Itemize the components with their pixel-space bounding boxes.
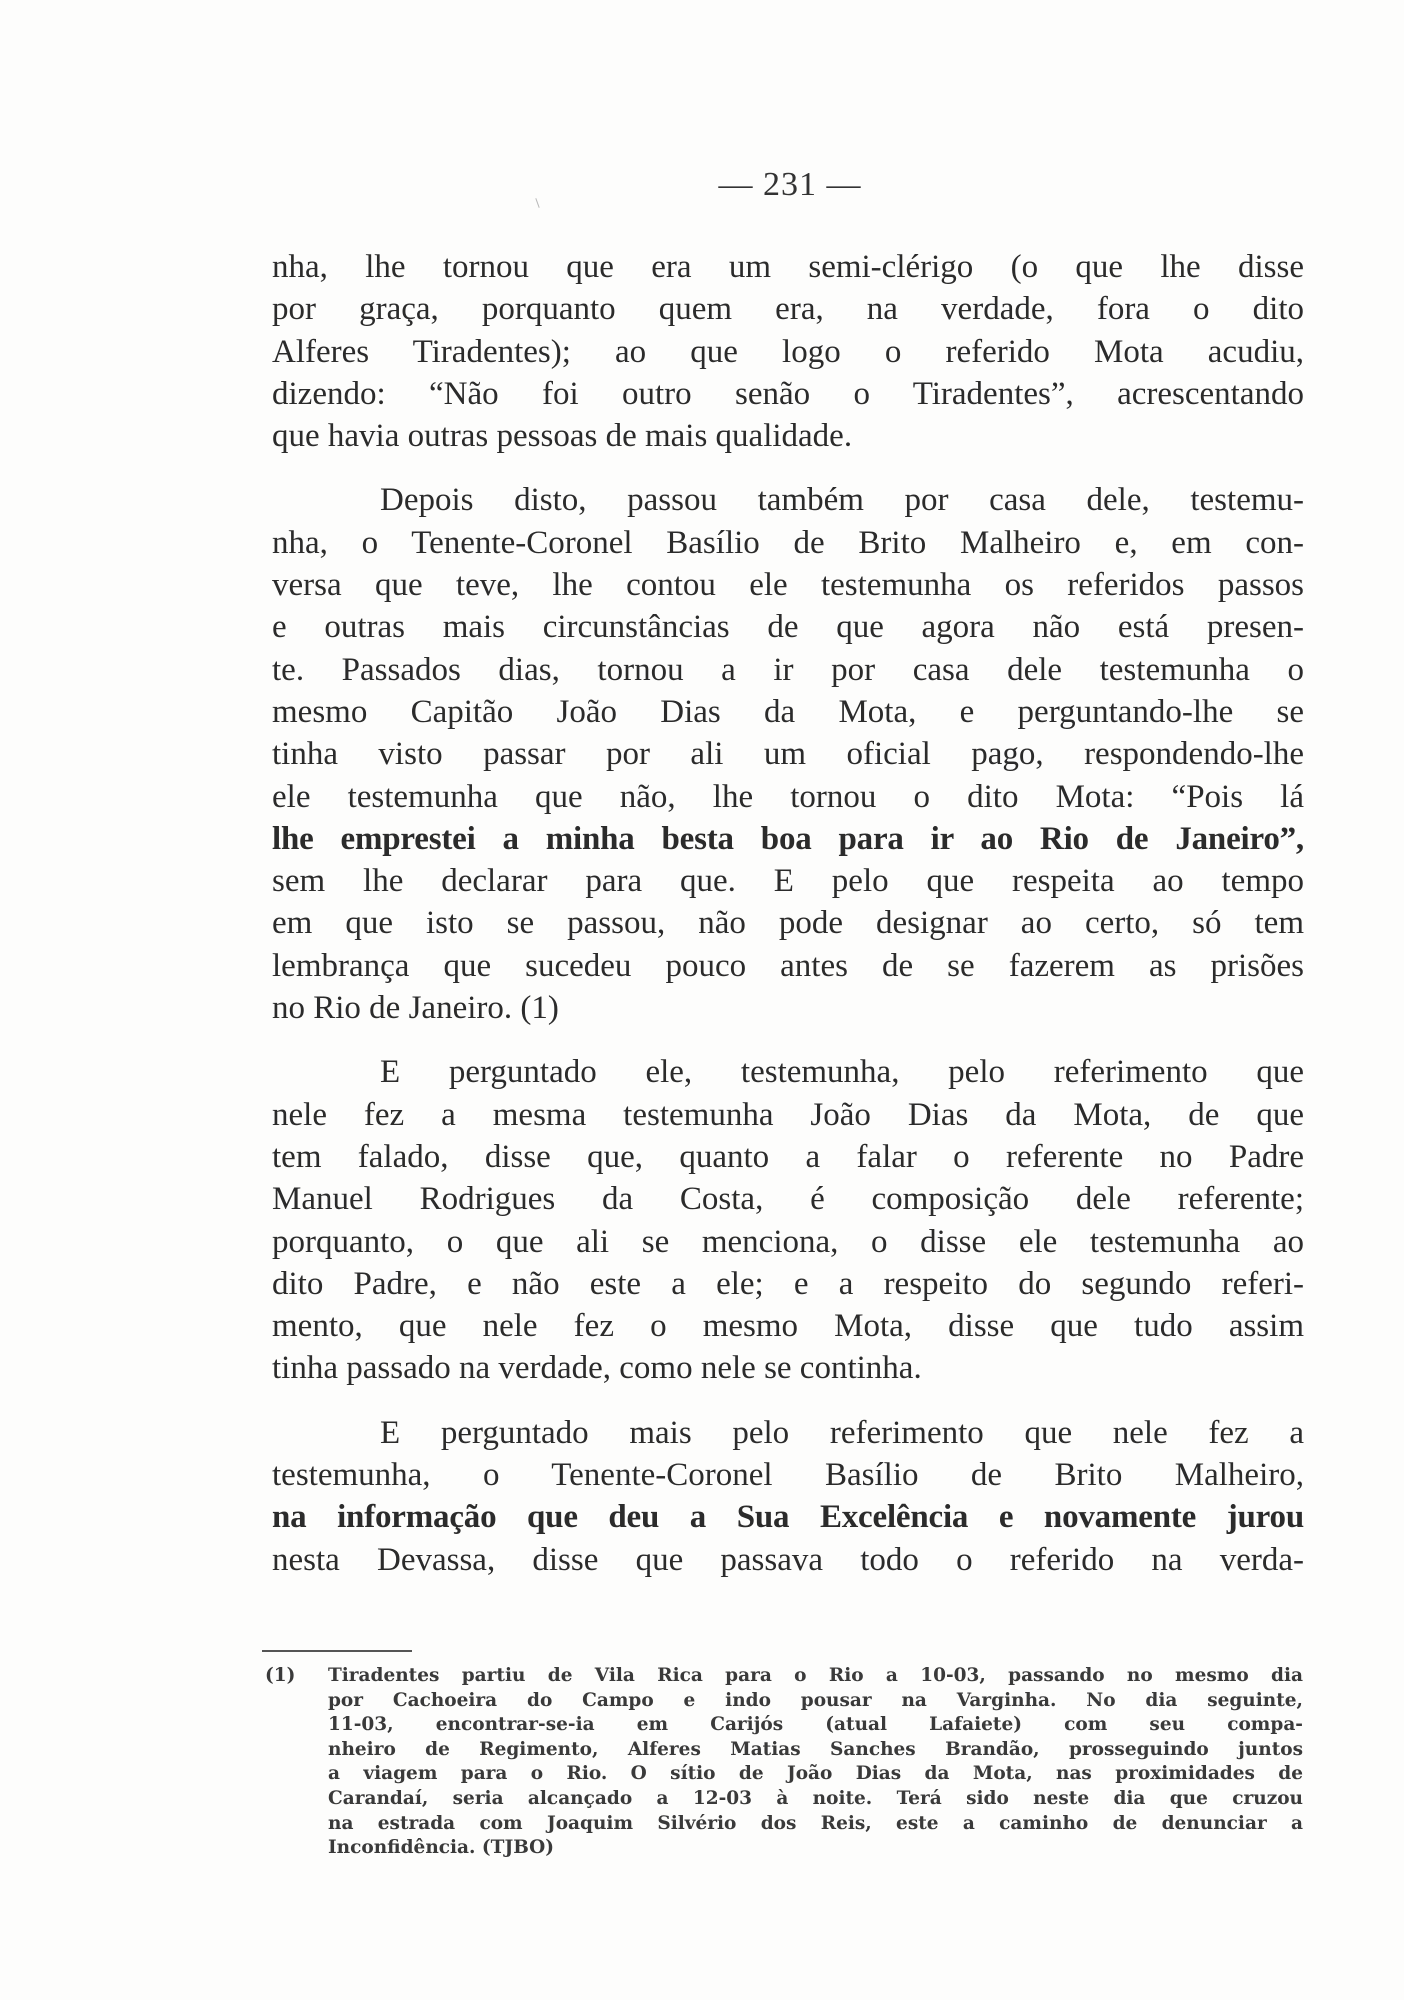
paragraph xyxy=(272,246,1304,457)
text-line: mesmo Capitão João Dias da Mota, e perguntando-lhe se xyxy=(272,693,1304,730)
text-line: versa que teve, lhe contou ele testemunha os referidos passos xyxy=(272,567,1304,604)
footnote-text xyxy=(328,1664,1303,1861)
text-line: e outras mais circunstâncias de que agora não está presen- xyxy=(272,609,1304,646)
scan-mark xyxy=(535,198,539,208)
text-line: E perguntado ele, testemunha, pelo referimento que xyxy=(380,1054,1304,1091)
footnote-divider xyxy=(262,1650,412,1652)
paragraph xyxy=(272,1051,1304,1389)
text-line: tem falado, disse que, quanto a falar o referente no Padre xyxy=(272,1138,1304,1175)
text-line: E perguntado mais pelo referimento que nele fez a xyxy=(380,1414,1304,1451)
text-line: Depois disto, passou também por casa dele, testemu- xyxy=(380,482,1304,519)
text-line: testemunha, o Tenente-Coronel Basílio de Brito Malheiro, xyxy=(272,1457,1304,1494)
text-line: Manuel Rodrigues da Costa, é composição dele referente; xyxy=(272,1181,1304,1218)
footnote-line: na estrada com Joaquim Silvério dos Reis, este a caminho de denunciar a xyxy=(328,1812,1303,1834)
text-line: no Rio de Janeiro. (1) xyxy=(272,990,559,1027)
text-line: mento, que nele fez o mesmo Mota, disse que tudo assim xyxy=(272,1308,1304,1345)
text-line: Alferes Tiradentes); ao que logo o referido Mota acudiu, xyxy=(272,333,1304,370)
text-line-bold: lhe emprestei a minha besta boa para ir ao Rio de Janeiro”, xyxy=(272,820,1304,857)
text-line: nha, lhe tornou que era um semi-clérigo (o que lhe disse xyxy=(272,249,1304,285)
footnote-line: nheiro de Regimento, Alferes Matias Sanches Brandão, prosseguindo juntos xyxy=(328,1738,1303,1760)
text-line-bold: na informação que deu a Sua Excelência e novamente jurou xyxy=(272,1499,1304,1536)
text-line: nesta Devassa, disse que passava todo o referido na verda- xyxy=(272,1541,1304,1578)
text-line: ele testemunha que não, lhe tornou o dito Mota: “Pois lá xyxy=(272,778,1304,815)
footnote-line: 11-03, encontrar-se-ia em Carijós (atual Lafaiete) com seu compa- xyxy=(328,1714,1303,1736)
footnote-marker: (1) xyxy=(265,1665,296,1686)
text-line: dizendo: “Não foi outro senão o Tiradentes”, acrescentando xyxy=(272,375,1304,412)
footnote-line: Inconfidência. (TJBO) xyxy=(328,1837,555,1859)
page-number: — 231 — xyxy=(718,166,862,203)
text-line: te. Passados dias, tornou a ir por casa dele testemunha o xyxy=(272,651,1304,688)
footnote-line: por Cachoeira do Campo e indo pousar na Varginha. No dia seguinte, xyxy=(328,1689,1303,1711)
text-line: sem lhe declarar para que. E pelo que respeita ao tempo xyxy=(272,863,1304,900)
body-text xyxy=(272,246,1304,1581)
text-line: em que isto se passou, não pode designar ao certo, só tem xyxy=(272,905,1304,942)
text-line: dito Padre, e não este a ele; e a respeito do segundo referi- xyxy=(272,1265,1304,1302)
text-line: nha, o Tenente-Coronel Basílio de Brito Malheiro e, em con- xyxy=(272,524,1304,561)
text-line: tinha passado na verdade, como nele se continha. xyxy=(272,1350,922,1387)
footnote-line: Carandaí, seria alcançado a 12-03 à noite. Terá sido neste dia que cruzou xyxy=(328,1787,1303,1809)
text-line: nele fez a mesma testemunha João Dias da Mota, de que xyxy=(272,1096,1304,1133)
footnote-line: a viagem para o Rio. O sítio de João Dias da Mota, nas proximidades de xyxy=(328,1763,1303,1785)
paragraph xyxy=(272,479,1304,1029)
text-line: que havia outras pessoas de mais qualidade. xyxy=(272,418,853,455)
footnote-line: Tiradentes partiu de Vila Rica para o Rio a 10-03, passando no mesmo dia xyxy=(328,1665,1303,1686)
text-line: porquanto, o que ali se menciona, o disse ele testemunha ao xyxy=(272,1223,1304,1260)
text-line: lembrança que sucedeu pouco antes de se fazerem as prisões xyxy=(272,947,1304,984)
footnote xyxy=(265,1664,1305,1861)
text-line: por graça, porquanto quem era, na verdade, fora o dito xyxy=(272,291,1304,328)
paragraph xyxy=(272,1412,1304,1581)
text-line: tinha visto passar por ali um oficial pago, respondendo-lhe xyxy=(272,736,1304,773)
